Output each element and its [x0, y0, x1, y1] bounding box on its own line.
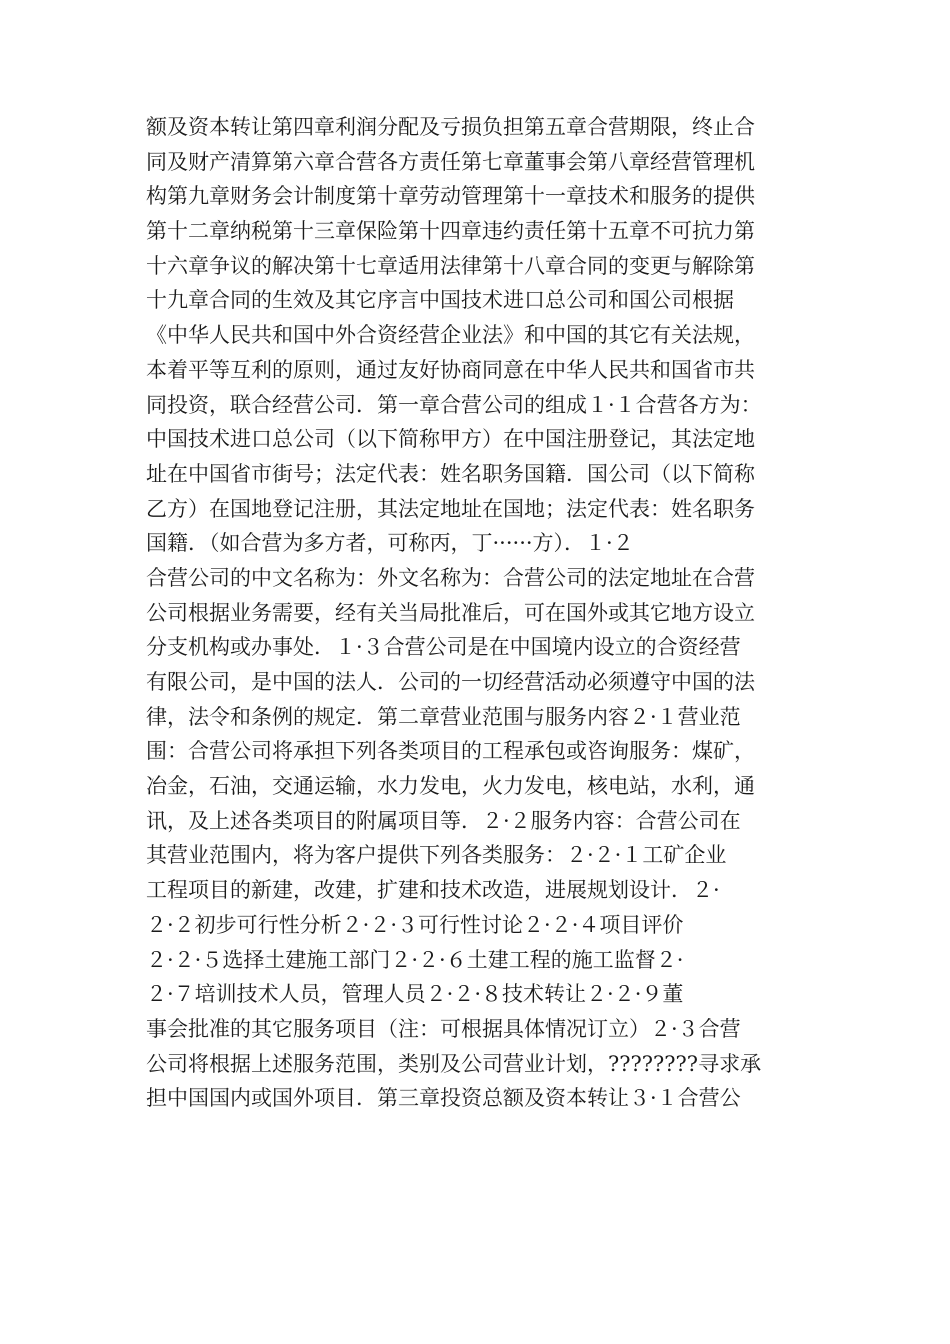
text-line: 中国技术进口总公司（以下简称甲方）在中国注册登记，其法定地: [146, 427, 755, 452]
text-line: 同投资，联合经营公司．第一章合营公司的组成１·１合营各方为：: [146, 392, 762, 417]
text-line: 十九章合同的生效及其它序言中国技术进口总公司和国公司根据: [146, 288, 734, 313]
text-line: 《中华人民共和国中外合资经营企业法》和中国的其它有关法规，: [146, 323, 755, 348]
text-line: 讯，及上述各类项目的附属项目等．２·２服务内容：合营公司在: [146, 808, 741, 833]
text-line: 乙方）在国地登记注册，其法定地址在国地；法定代表：姓名职务: [146, 496, 755, 521]
text-line: 冶金，石油，交通运输，水力发电，火力发电，核电站，水利，通: [146, 774, 755, 799]
text-line: 有限公司，是中国的法人．公司的一切经营活动必须遵守中国的法: [146, 670, 755, 694]
text-line: 合营公司的中文名称为：外文名称为：合营公司的法定地址在合营: [146, 565, 755, 590]
text-line: 工程项目的新建，改建，扩建和技术改造，进展规划设计．２·: [146, 878, 720, 903]
text-line: ２·２初步可行性分析２·２·３可行性讨论２·２·４项目评价: [146, 912, 684, 937]
text-line: ２·７培训技术人员，管理人员２·２·８技术转让２·２·９董: [146, 982, 684, 1007]
text-line: 分支机构或办事处．１·３合营公司是在中国境内设立的合资经营: [146, 635, 741, 660]
text-line: 国籍．（如合营为多方者，可称丙，丁······方）．１·２: [146, 531, 634, 556]
text-line: 围：合营公司将承担下列各类项目的工程承包或咨询服务：煤矿，: [146, 739, 755, 764]
text-line: 本着平等互利的原则，通过友好协商同意在中华人民共和国省市共: [146, 357, 755, 382]
text-line: 额及资本转让第四章利润分配及亏损负担第五章合营期限，终止合: [146, 115, 755, 139]
text-line: 公司根据业务需要，经有关当局批准后，可在国外或其它地方设立: [146, 600, 755, 625]
text-line: 同及财产清算第六章合营各方责任第七章董事会第八章经营管理机: [146, 149, 755, 174]
text-line: 第十二章纳税第十三章保险第十四章违约责任第十五章不可抗力第: [146, 219, 755, 244]
text-line: 十六章争议的解决第十七章适用法律第十八章合同的变更与解除第: [146, 253, 755, 278]
text-line: 址在中国省市街号；法定代表：姓名职务国籍．国公司（以下简称: [146, 461, 755, 486]
text-line: 其营业范围内，将为客户提供下列各类服务：２·２·１工矿企业: [146, 843, 727, 868]
text-line: 公司将根据上述服务范围，类别及公司营业计划，????????寻求承: [146, 1051, 762, 1076]
text-line: 构第九章财务会计制度第十章劳动管理第十一章技术和服务的提供: [146, 184, 755, 209]
text-line: 事会批准的其它服务项目（注：可根据具体情况订立）２·３合营: [146, 1016, 741, 1041]
text-line: 律，法令和条例的规定．第二章营业范围与服务内容２·１营业范: [146, 704, 741, 729]
text-line: ２·２·５选择土建施工部门２·２·６土建工程的施工监督２·: [146, 947, 684, 972]
body-text: [146, 110, 806, 1116]
text-line: 担中国国内或国外项目．第三章投资总额及资本转让３·１合营公: [146, 1086, 741, 1111]
